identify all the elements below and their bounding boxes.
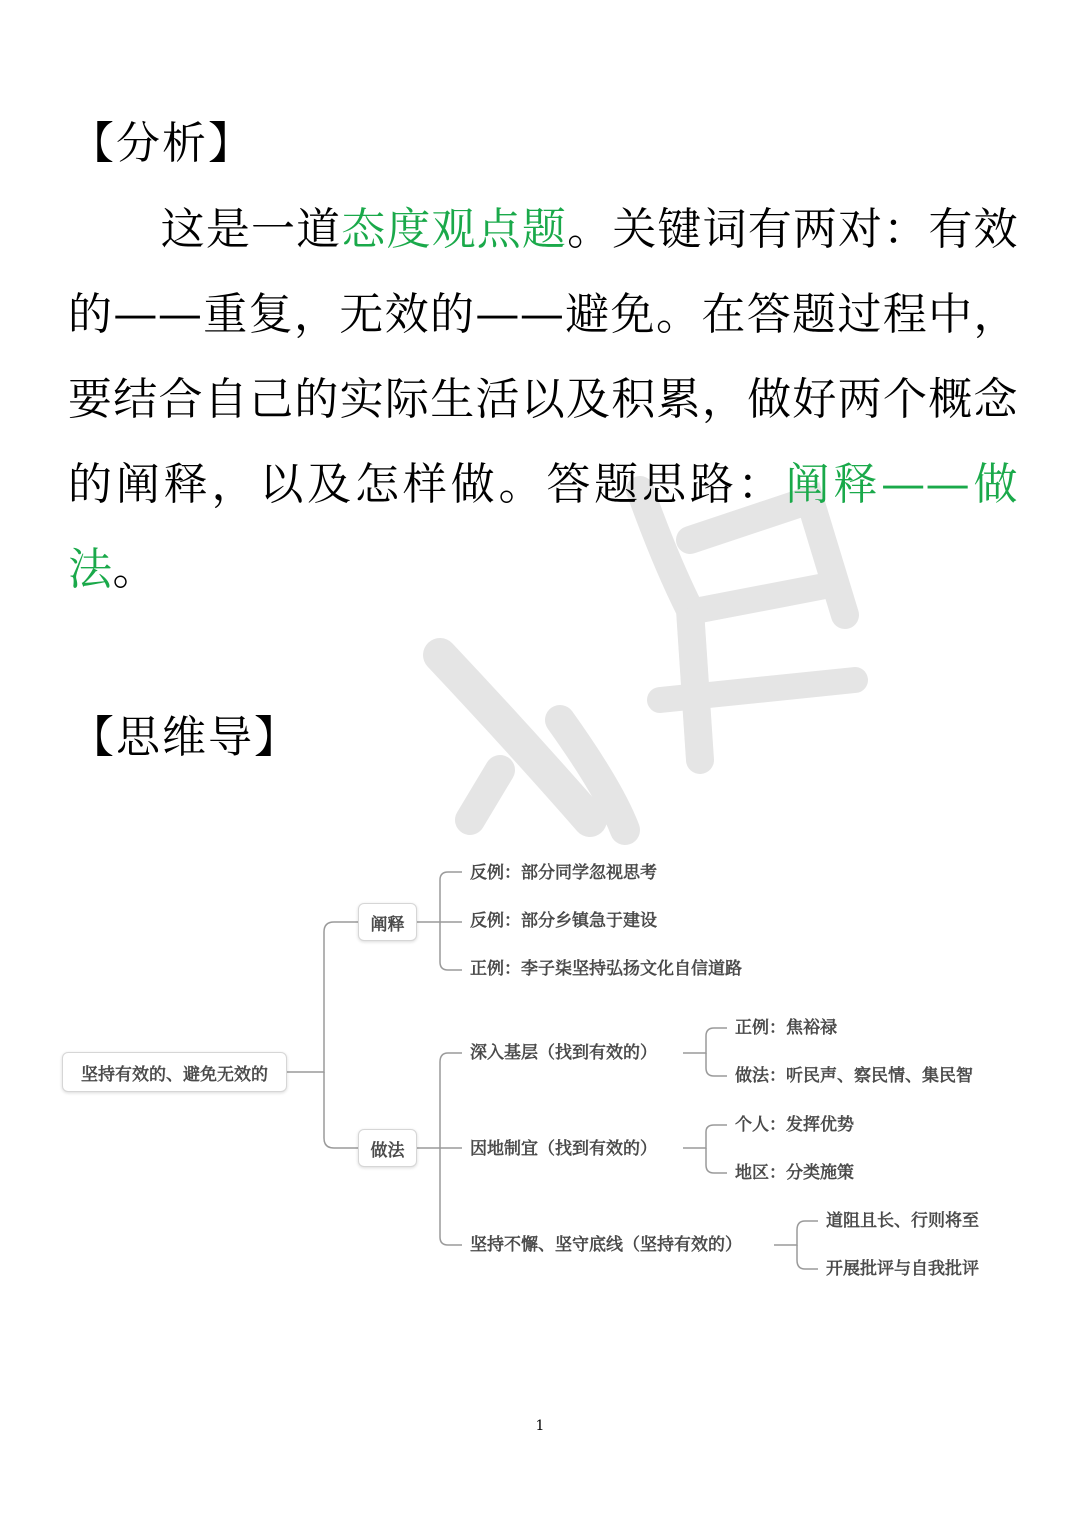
connector [287, 922, 358, 1072]
connector [706, 1148, 727, 1173]
watermark-stroke [440, 655, 590, 820]
analysis-text: 。关键词有两对：有效的——重复，无效的——避免。在答题过程中，要结合自己的实际生活以及积累，做好两个概念的阐释，以及怎样做。答题思路： [68, 204, 1019, 510]
analysis-text: 。 [112, 544, 157, 595]
leaf-listen-people: 做法：听民声、察民情、集民智 [735, 1066, 973, 1086]
connector [324, 1072, 358, 1148]
mindmap [0, 840, 1080, 1300]
highlight-question-type: 态度观点题 [341, 204, 568, 255]
connector [706, 1053, 727, 1076]
leaf-region: 地区：分类施策 [735, 1163, 854, 1183]
leaf-positive-example: 正例：李子柒坚持弘扬文化自信道路 [470, 959, 742, 979]
connector [417, 1053, 462, 1148]
page-number: 1 [535, 1418, 545, 1434]
branch-explanation: 阐释 [358, 903, 417, 941]
connector [683, 1028, 727, 1053]
leaf-jiao-yulu: 正例：焦裕禄 [735, 1018, 837, 1038]
subbranch-grassroots: 深入基层（找到有效的） [470, 1043, 657, 1063]
connector [774, 1221, 818, 1245]
leaf-counterexample-2: 反例：部分乡镇急于建设 [470, 911, 657, 931]
connector [797, 1245, 818, 1269]
analysis-text: 这是一道 [160, 204, 342, 255]
subbranch-local-conditions: 因地制宜（找到有效的） [470, 1139, 657, 1159]
leaf-long-road: 道阻且长、行则将至 [826, 1211, 979, 1231]
mindmap-heading: 【思维导】 [70, 712, 300, 763]
connector [440, 1148, 462, 1245]
leaf-criticism: 开展批评与自我批评 [826, 1259, 979, 1279]
connector [440, 922, 462, 970]
highlight-answer-approach: 阐释——做法 [68, 459, 1018, 595]
analysis-heading: 【分析】 [70, 118, 254, 169]
watermark-stroke [470, 770, 500, 820]
watermark-stroke [660, 680, 855, 700]
watermark-stroke [560, 720, 625, 830]
analysis-paragraph [68, 187, 1018, 612]
connector [417, 872, 462, 922]
branch-method: 做法 [358, 1129, 417, 1167]
subbranch-persistence: 坚持不懈、坚守底线（坚持有效的） [470, 1235, 742, 1255]
mindmap-root: 坚持有效的、避免无效的 [62, 1052, 287, 1092]
connector [683, 1125, 727, 1148]
leaf-counterexample-1: 反例：部分同学忽视思考 [470, 863, 657, 883]
leaf-individual: 个人：发挥优势 [735, 1115, 854, 1135]
